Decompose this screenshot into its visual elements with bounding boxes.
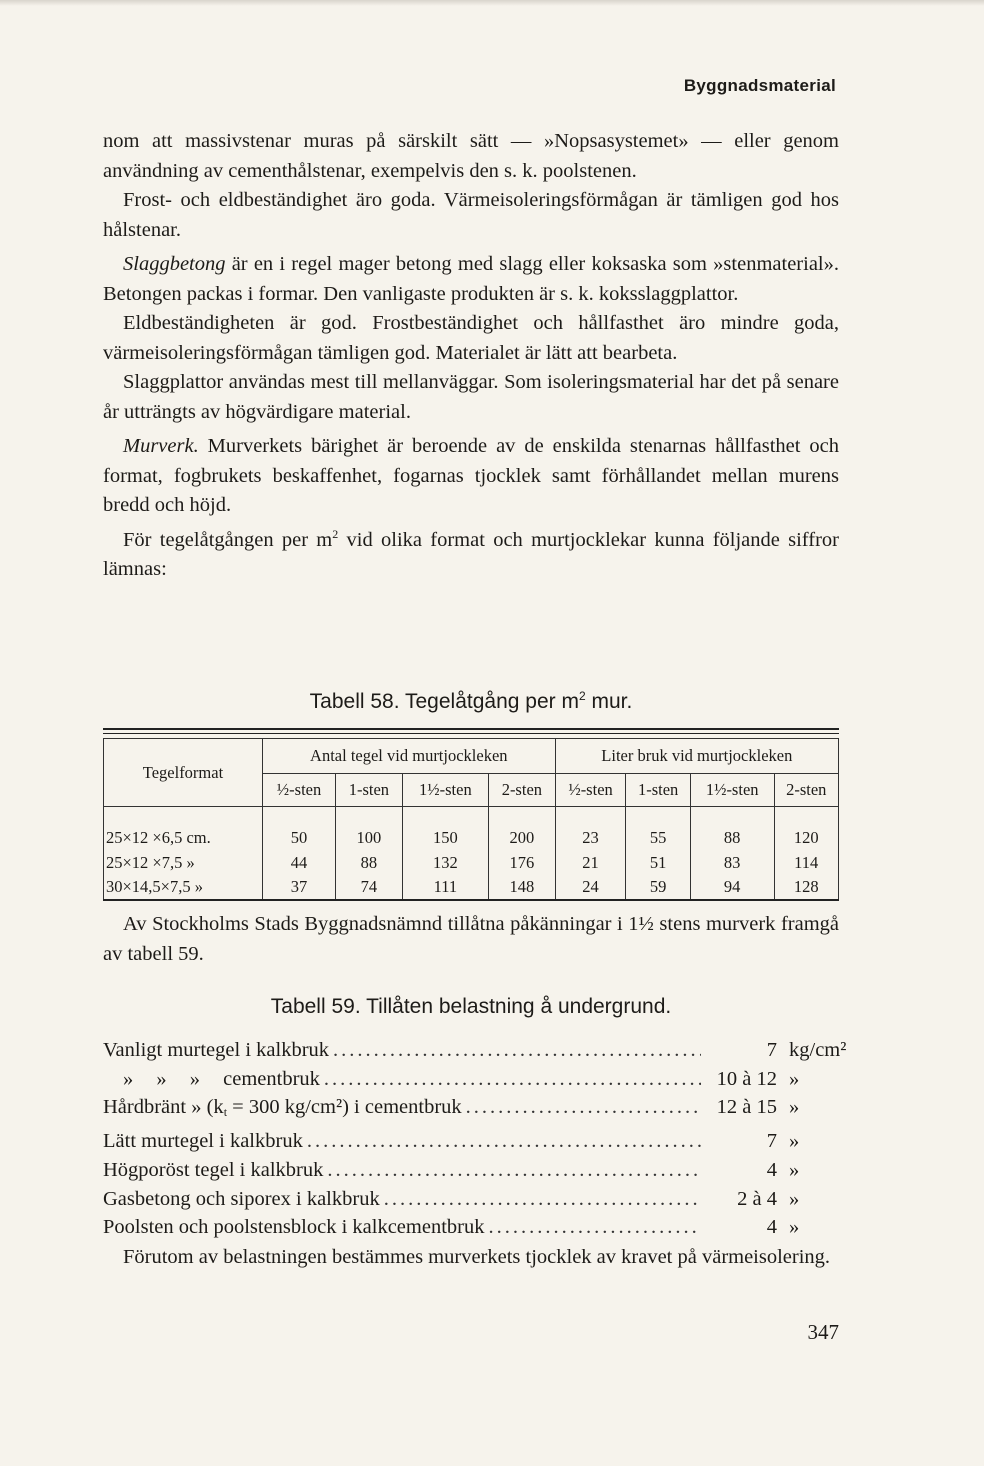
paragraph-6 [103,432,839,521]
table-cell: 74 [336,875,403,900]
row-value: 12 à 15 [716,1096,777,1119]
table-cell: 23 [555,807,626,852]
subscript: t [223,1105,228,1120]
running-head: Byggnadsmaterial [683,76,836,95]
table-cell: 83 [690,851,774,875]
table-row [104,875,839,900]
table-cell: 94 [690,875,774,900]
dot-leader [307,1127,701,1156]
header-tegelformat: Tegelformat [104,739,263,807]
row-value: 2 à 4 [737,1187,777,1210]
row-value: 7 [766,1039,777,1061]
row-value: 7 [766,1130,777,1153]
paragraph-7 [103,526,839,585]
row-value: 4 [766,1158,777,1181]
table-cell: 132 [402,851,488,875]
table-cell: 200 [489,807,556,852]
header-antal-tegel: Antal tegel vid murtjockleken [262,739,555,774]
paragraph-4: Eldbeständigheten är god. Frostbeständighet och hållfasthet äro mindre goda, värmeisoleringsförmågan tämligen god. Materialet är lätt att bearbeta. [103,312,839,364]
list-item [103,1093,839,1127]
subheader: 1½-sten [402,774,488,807]
body-text-bottom [103,1243,839,1273]
table-cell: 44 [262,851,335,875]
row-label: Lätt murtegel i kalkbruk [103,1130,303,1153]
table-cell: 120 [774,807,839,852]
table-cell: 100 [336,807,403,852]
dot-leader [488,1213,701,1242]
table-cell: 50 [262,807,335,852]
table-cell: 37 [262,875,335,900]
table-row [104,807,839,852]
table-cell: 148 [489,875,556,900]
subheader: 2-sten [774,774,839,807]
subheader: ½-sten [262,774,335,807]
row-label: Gasbetong och siporex i kalkbruk [103,1187,380,1210]
table-59-caption: Tabell 59. Tillåten belastning å undergrund. [270,995,672,1018]
table-cell: 59 [626,875,690,900]
paragraph-8 [103,910,839,969]
subheader: 1½-sten [690,774,774,807]
caption-superscript: 2 [578,689,586,703]
table-cell: 88 [336,851,403,875]
term-slaggbetong: Slaggbetong [123,253,226,275]
table-cell: 111 [402,875,488,900]
table-58-caption [103,690,839,714]
table-58-grid [103,738,839,901]
list-item [103,1185,839,1214]
paragraph-6-text: Murverkets bärighet är beroende av de enskilda stenarnas hållfasthet och format, fogbrukets beskaffenhet, fogarnas tjocklek samt förhållandet mellan murens bredd och höjd. [103,435,839,516]
header-liter-bruk: Liter bruk vid murtjockleken [555,739,838,774]
table-59 [103,1036,847,1242]
row-value: 10 à 12 [716,1067,777,1090]
table-cell: 51 [626,851,690,875]
page-number: 347 [807,1320,839,1344]
row-label: Vanligt murtegel i kalkbruk [103,1039,330,1061]
superscript: 2 [332,526,339,541]
dot-leader [333,1036,701,1065]
row-label: » » » cementbruk [123,1067,320,1090]
table-cell: 176 [489,851,556,875]
paragraph-3-text: är en i regel mager betong med slagg eller koksaska som »stenmaterial». Betongen packas i formar. Den vanligaste produkten är s. k. koksslaggplattor. [103,253,839,305]
subheader: 2-sten [489,774,556,807]
table-cell: 88 [690,807,774,852]
row-unit: » [789,1158,800,1181]
subheader: ½-sten [555,774,626,807]
body-text-middle [103,910,839,969]
list-item [103,1127,839,1156]
row-format: 25×12 ×7,5 » [104,851,263,875]
table-cell: 150 [402,807,488,852]
table-58-caption-tail: mur. [585,690,633,713]
row-label: Högporöst tegel i kalkbruk [103,1158,324,1181]
row-unit: » [789,1187,800,1210]
list-item [103,1036,847,1065]
subheader: 1-sten [626,774,690,807]
paragraph-8-text-b: stens murverk framgå av tabell 59. [103,913,839,965]
subheader: 1-sten [336,774,403,807]
row-unit: » [789,1216,800,1239]
page-top-edge [0,0,984,6]
table-cell: 114 [774,851,839,875]
table-cell: 128 [774,875,839,900]
row-value: 4 [766,1216,777,1239]
row-format: 30×14,5×7,5 » [104,875,263,900]
row-unit: » [789,1067,800,1090]
paragraph-7-text-b: vid olika format och murtjocklekar kunna följande siffror lämnas: [103,528,839,580]
row-format: 25×12 ×6,5 cm. [104,807,263,852]
paragraph-5: Slaggplattor användas mest till mellanväggar. Som isoleringsmaterial har det på senare år utträngts av högvärdigare material. [103,371,839,423]
paragraph-3 [103,250,839,309]
list-item [103,1156,839,1185]
dot-leader [384,1185,701,1214]
row-unit: » [789,1130,800,1153]
row-unit: » [789,1096,800,1119]
dot-leader [466,1093,701,1122]
paragraph-9: Förutom av belastningen bestämmes murverkets tjocklek av kravet på värmeisolering. [123,1246,831,1268]
row-label-text-b: = 300 kg/cm²) i cementbruk [227,1096,462,1119]
term-murverk: Murverk. [123,435,199,457]
table-58 [103,728,839,901]
table-row [104,851,839,875]
dot-leader [324,1065,701,1094]
list-item [103,1213,839,1242]
paragraph-1: nom att massivstenar muras på särskilt sätt — »Nopsasystemet» — eller genom användning av cementhålstenar, exempelvis den s. k. poolstenen. [103,130,839,182]
row-label: Poolsten och poolstensblock i kalkcementbruk [103,1216,485,1239]
dot-leader [327,1156,701,1185]
row-label [103,1093,462,1127]
table-cell: 24 [555,875,626,900]
row-unit: kg/cm² [789,1039,847,1061]
paragraph-8-text-a: Av Stockholms Stads Byggnadsnämnd tillåtna påkänningar i 1 [123,913,639,935]
table-58-caption-text: Tabell 58. Tegelåtgång per m [309,690,579,713]
fraction-half: ½ [638,913,654,935]
list-item [103,1065,839,1094]
table-top-rule [103,728,839,734]
table-cell: 55 [626,807,690,852]
row-label-text-a: Hårdbränt » (k [103,1096,224,1119]
paragraph-7-text-a: För tegelåtgången per m [123,528,333,551]
body-text-top [103,127,839,585]
table-cell: 21 [555,851,626,875]
paragraph-2: Frost- och eldbeständighet äro goda. Värmeisoleringsförmågan är tämligen god hos hålstenar. [103,189,839,241]
